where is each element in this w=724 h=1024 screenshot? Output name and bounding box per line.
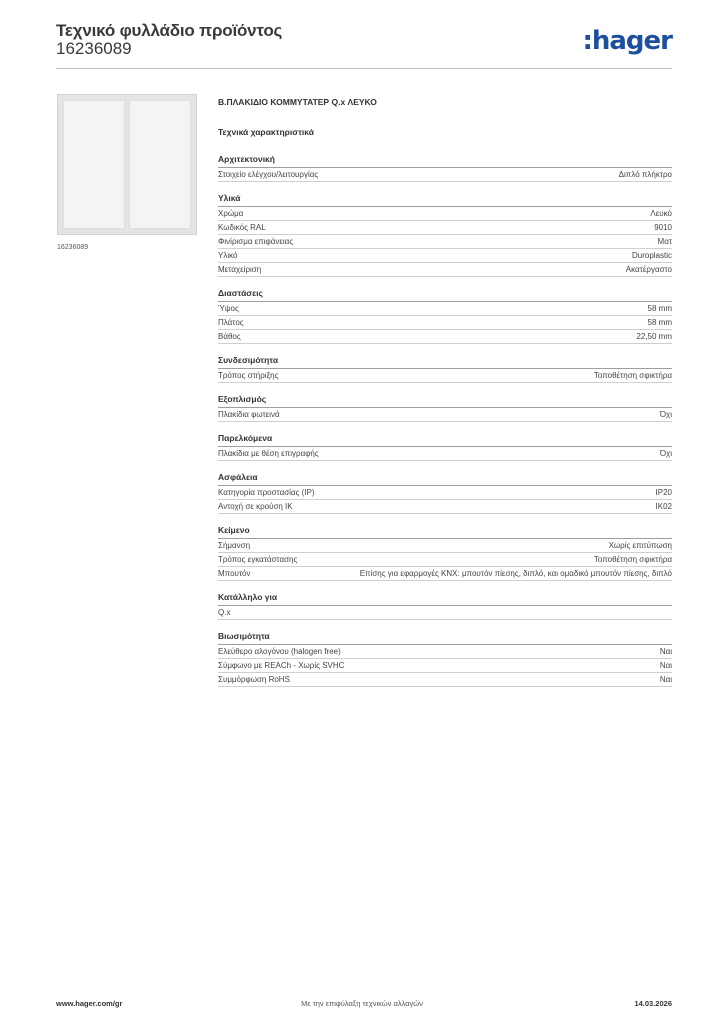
spec-value: Χωρίς επιτύπωση bbox=[608, 541, 672, 550]
spec-section bbox=[218, 394, 672, 422]
spec-section bbox=[218, 355, 672, 383]
section-title: Κείμενο bbox=[218, 525, 672, 539]
page-title: Τεχνικό φυλλάδιο προϊόντος bbox=[56, 21, 283, 40]
product-image bbox=[57, 94, 197, 235]
spec-value: 22,50 mm bbox=[636, 332, 672, 341]
spec-value: Ματ bbox=[657, 237, 672, 246]
section-title: Εξοπλισμός bbox=[218, 394, 672, 408]
right-rocker-key bbox=[129, 100, 191, 229]
spec-section bbox=[218, 525, 672, 581]
spec-row bbox=[218, 316, 672, 330]
spec-value: Ακατέργαστο bbox=[625, 265, 672, 274]
spec-value: Τοποθέτηση σφικτήρα bbox=[593, 371, 672, 380]
spec-row bbox=[218, 500, 672, 514]
spec-row bbox=[218, 330, 672, 344]
spec-value: Διπλό πλήκτρο bbox=[618, 170, 672, 179]
footer-disclaimer: Με την επιφύλαξη τεχνικών αλλαγών bbox=[301, 999, 423, 1008]
section-title: Υλικά bbox=[218, 193, 672, 207]
spec-row bbox=[218, 486, 672, 500]
section-title: Παρελκόμενα bbox=[218, 433, 672, 447]
spec-section bbox=[218, 631, 672, 687]
spec-value: Ναι bbox=[659, 661, 672, 670]
spec-section bbox=[218, 433, 672, 461]
spec-row bbox=[218, 221, 672, 235]
spec-label: Τρόπος στήριξης bbox=[218, 371, 279, 380]
spec-row bbox=[218, 606, 672, 620]
spec-row bbox=[218, 369, 672, 383]
spec-section bbox=[218, 193, 672, 277]
spec-label: Q.x bbox=[218, 608, 231, 617]
spec-row bbox=[218, 207, 672, 221]
spec-value: 58 mm bbox=[647, 304, 672, 313]
product-name: Β.ΠΛΑΚΙΔΙΟ ΚΟΜΜΥΤΑΤΕΡ Q.x ΛΕΥΚΟ bbox=[218, 97, 377, 107]
spec-section bbox=[218, 472, 672, 514]
spec-content bbox=[218, 97, 672, 698]
spec-label: Ελεύθερο αλογόνου (halogen free) bbox=[218, 647, 341, 656]
spec-label: Τρόπος εγκατάστασης bbox=[218, 555, 298, 564]
spec-value: Ναι bbox=[659, 647, 672, 656]
spec-sections bbox=[218, 154, 672, 687]
spec-label: Μεταχείριση bbox=[218, 265, 262, 274]
spec-section bbox=[218, 592, 672, 620]
spec-value: 9010 bbox=[654, 223, 672, 232]
spec-label: Κατηγορία προστασίας (IP) bbox=[218, 488, 315, 497]
spec-label: Πλάτος bbox=[218, 318, 244, 327]
hager-logo: :hager bbox=[582, 26, 672, 56]
technical-characteristics-title: Τεχνικά χαρακτηριστικά bbox=[218, 127, 314, 137]
spec-value: IP20 bbox=[655, 488, 672, 497]
spec-row bbox=[218, 553, 672, 567]
spec-value: Τοποθέτηση σφικτήρα bbox=[593, 555, 672, 564]
footer-website: www.hager.com/gr bbox=[56, 999, 123, 1008]
spec-row bbox=[218, 235, 672, 249]
spec-label: Κωδικός RAL bbox=[218, 223, 266, 232]
spec-row bbox=[218, 539, 672, 553]
footer-date: 14.03.2026 bbox=[634, 999, 672, 1008]
spec-label: Αντοχή σε κρούση IK bbox=[218, 502, 293, 511]
spec-section bbox=[218, 288, 672, 344]
section-title: Διαστάσεις bbox=[218, 288, 672, 302]
spec-label: Φινίρισμα επιφάνειας bbox=[218, 237, 294, 246]
spec-row bbox=[218, 447, 672, 461]
spec-value: Επίσης για εφαρμογές KNX: μπουτόν πίεσης, διπλό, και ομαδικό μπουτόν πίεσης, διπλό bbox=[359, 569, 672, 578]
spec-value: 58 mm bbox=[647, 318, 672, 327]
spec-label: Υλικό bbox=[218, 251, 238, 260]
spec-row bbox=[218, 659, 672, 673]
spec-label: Σύμφωνο με REACh - Χωρίς SVHC bbox=[218, 661, 345, 670]
spec-label: Πλακίδια φωτεινά bbox=[218, 410, 280, 419]
spec-value: IK02 bbox=[655, 502, 672, 511]
spec-label: Χρώμα bbox=[218, 209, 244, 218]
document-number: 16236089 bbox=[56, 39, 132, 58]
section-title: Ασφάλεια bbox=[218, 472, 672, 486]
section-title: Βιωσιμότητα bbox=[218, 631, 672, 645]
spec-row bbox=[218, 567, 672, 581]
section-title: Συνδεσιμότητα bbox=[218, 355, 672, 369]
spec-value: Duroplastic bbox=[631, 251, 672, 260]
spec-label: Στοιχείο ελέγχου/λειτουργίας bbox=[218, 170, 319, 179]
spec-value: Όχι bbox=[659, 410, 672, 419]
spec-label: Πλακίδια με θέση επιγραφής bbox=[218, 449, 319, 458]
section-title: Κατάλληλο για bbox=[218, 592, 672, 606]
spec-value: Λευκό bbox=[650, 209, 672, 218]
header-divider bbox=[56, 68, 672, 69]
spec-row bbox=[218, 168, 672, 182]
spec-label: Μπουτόν bbox=[218, 569, 251, 578]
spec-row bbox=[218, 249, 672, 263]
spec-value: Όχι bbox=[659, 449, 672, 458]
spec-label: Συμμόρφωση RoHS bbox=[218, 675, 290, 684]
spec-value: Ναι bbox=[659, 675, 672, 684]
spec-row bbox=[218, 645, 672, 659]
spec-section bbox=[218, 154, 672, 182]
spec-label: Σήμανση bbox=[218, 541, 251, 550]
section-title: Αρχιτεκτονική bbox=[218, 154, 672, 168]
spec-row bbox=[218, 408, 672, 422]
image-caption: 16236089 bbox=[57, 244, 89, 251]
spec-row bbox=[218, 263, 672, 277]
spec-label: Ύψος bbox=[218, 304, 239, 313]
spec-label: Βάθος bbox=[218, 332, 241, 341]
left-rocker-key bbox=[63, 100, 125, 229]
spec-row bbox=[218, 302, 672, 316]
spec-row bbox=[218, 673, 672, 687]
